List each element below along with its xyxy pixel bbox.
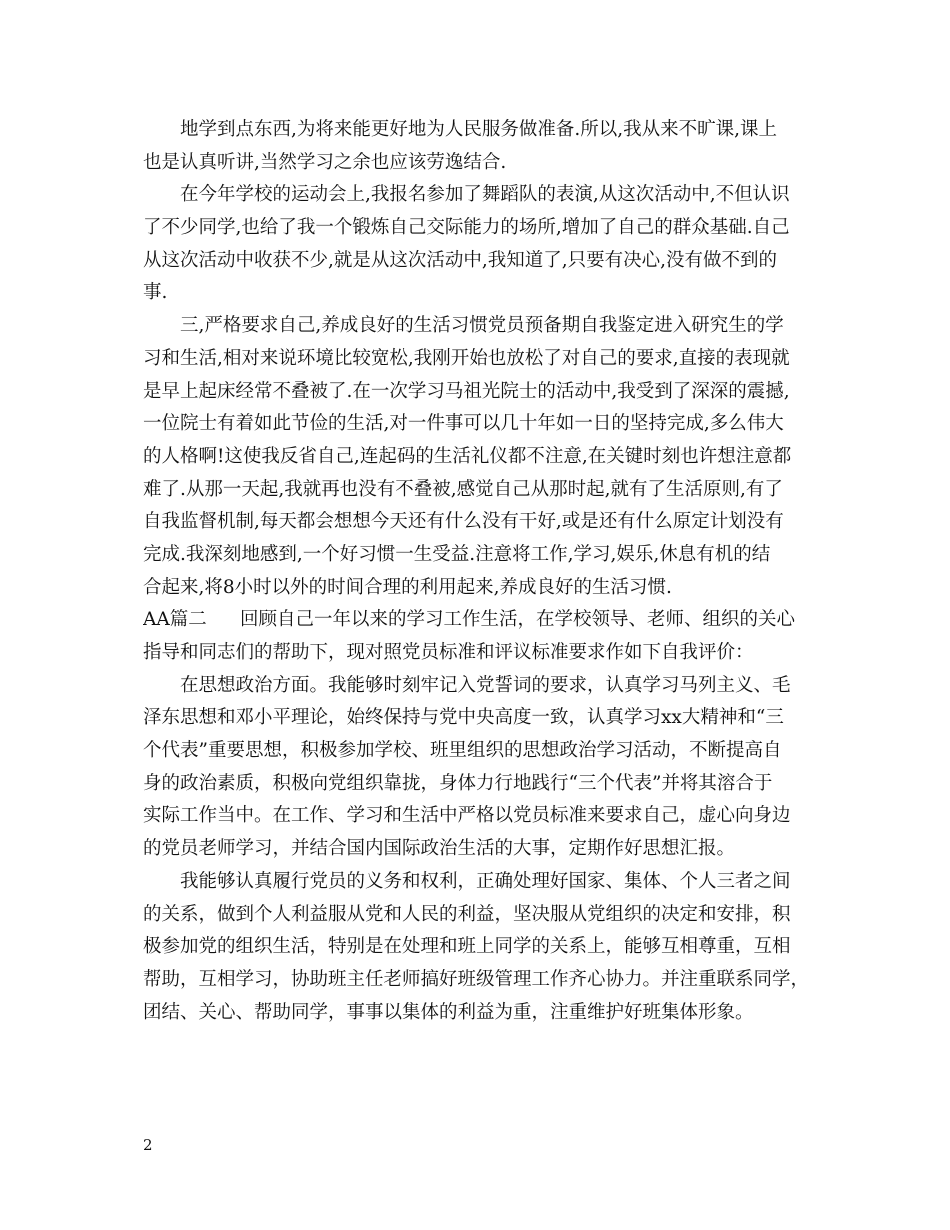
text-line: 在思想政治方面。我能够时刻牢记入党誓词的要求，认真学习马列主义、毛 <box>180 674 791 696</box>
text-line: 是早上起床经常不叠被了.在一次学习马祖光院士的活动中,我受到了深深的震撼, <box>143 380 790 402</box>
section-label: AA篇二 <box>143 609 207 631</box>
text-line: 在今年学校的运动会上,我报名参加了舞蹈队的表演,从这次活动中,不但认识 <box>180 184 790 206</box>
text-line: 指导和同志们的帮助下，现对照党员标准和评议标准要求作如下自我评价： <box>143 642 754 663</box>
text-line: 了不少同学,也给了我一个锻炼自己交际能力的场所,增加了自己的群众基础.自己 <box>143 217 790 239</box>
text-line: 我能够认真履行党员的义务和权利，正确处理好国家、集体、个人三者之间 <box>180 870 791 892</box>
text-line: 自我监督机制,每天都会想想今天还有什么没有干好,或是还有什么原定计划没有 <box>143 511 784 533</box>
text-line: 团结、关心、帮助同学，事事以集体的利益为重，注重维护好班集体形象。 <box>143 1001 754 1023</box>
text-line: 的党员老师学习，并结合国内国际政治生活的大事，定期作好思想汇报。 <box>143 838 736 860</box>
text-line: 习和生活,相对来说环境比较宽松,我刚开始也放松了对自己的要求,直接的表现就 <box>143 347 790 369</box>
text-line: 的人格啊!这使我反省自己,连起码的生活礼仪都不注意,在关键时刻也许想注意都 <box>143 445 792 467</box>
text-line: 泽东思想和邓小平理论，始终保持与党中央高度一致，认真学习xx大精神和“三 <box>143 707 784 729</box>
text-line: 实际工作当中。在工作、学习和生活中严格以党员标准来要求自己，虚心向身边 <box>143 805 791 827</box>
text-line: 合起来,将8小时以外的时间合理的利用起来,养成良好的生活习惯. <box>143 576 672 598</box>
text-line: 的关系，做到个人利益服从党和人民的利益，坚决服从党组织的决定和安排，积 <box>143 903 791 925</box>
text-line: 难了.从那一天起,我就再也没有不叠被,感觉自己从那时起,就有了生活原则,有了 <box>143 478 783 500</box>
text-line: 三,严格要求自己,养成良好的生活习惯党员预备期自我鉴定进入研究生的学 <box>180 315 784 337</box>
text-line: 帮助，互相学习，协助班主任老师搞好班级管理工作齐心协力。并注重联系同学， <box>143 968 810 990</box>
text-line: 也是认真听讲,当然学习之余也应该劳逸结合. <box>143 151 507 173</box>
text-line: 一位院士有着如此节俭的生活,对一件事可以几十年如一日的坚持完成,多么伟大 <box>143 413 784 435</box>
text-line: 完成.我深刻地感到,一个好习惯一生受益.注意将工作,学习,娱乐,休息有机的结 <box>143 543 771 565</box>
page-number: 2 <box>143 1136 153 1154</box>
text-line: 事. <box>143 282 168 304</box>
text-line: 从这次活动中收获不少,就是从这次活动中,我知道了,只要有决心,没有做不到的 <box>143 249 778 271</box>
text-line: 身的政治素质，积极向党组织靠拢，身体力行地践行“三个代表”并将其溶合于 <box>143 772 773 794</box>
text-line: 地学到点东西,为将来能更好地为人民服务做准备.所以,我从来不旷课,课上 <box>180 119 778 140</box>
text-line: 回顾自己一年以来的学习工作生活，在学校领导、老师、组织的关心 <box>240 609 796 631</box>
section-heading-line <box>143 604 813 637</box>
document-body <box>143 114 813 1029</box>
text-line: 极参加党的组织生活，特别是在处理和班上同学的关系上，能够互相尊重，互相 <box>143 936 791 958</box>
text-line: 个代表”重要思想，积极参加学校、班里组织的思想政治学习活动，不断提高自 <box>143 740 782 762</box>
